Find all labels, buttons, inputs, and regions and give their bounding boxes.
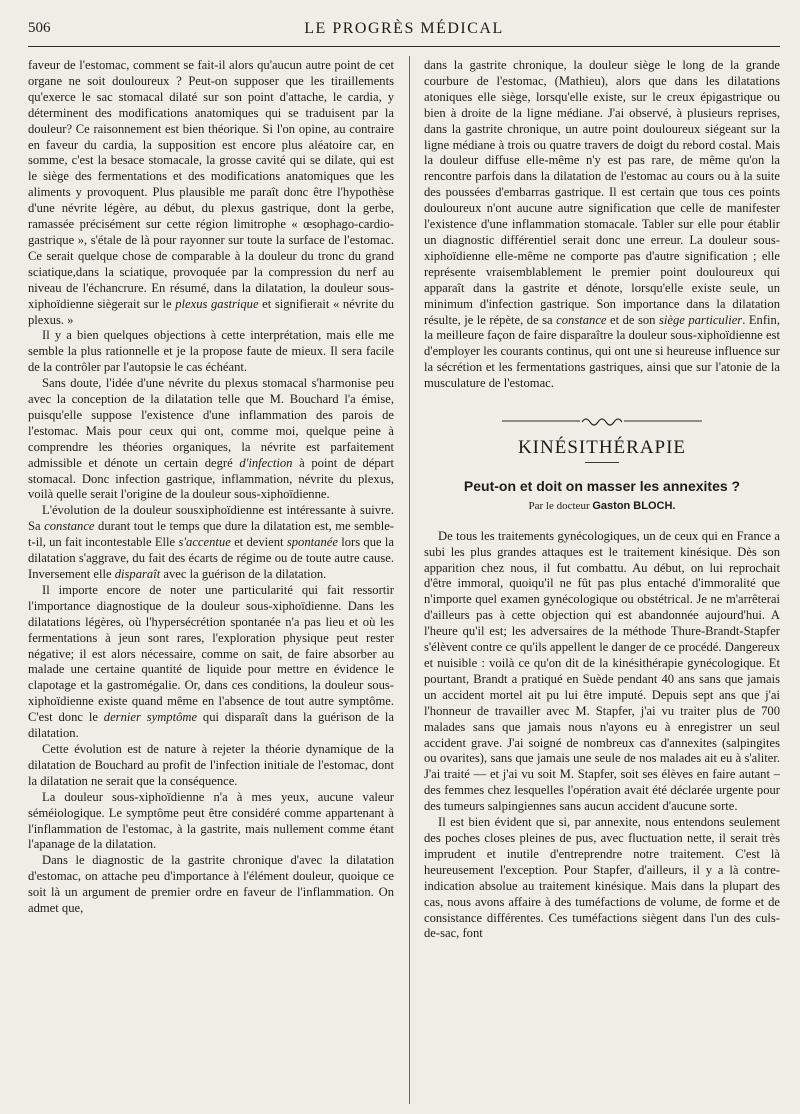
text-run: faveur de l'estomac, comment se fait-il alors qu'aucun autre point de cet organe ne soit douloureux ? Peut-on supposer que les tiraillements qu'exerce le sac stomacal dilaté sur son point d'attache, le cardia, y déterminent des modifications anatomiques qui se traduisent par la douleur? Ce raisonnement est bien théorique. Si l'on opine, au contraire en faveur du cardia, la supposition est encore plus aléatoire car, en somme, c'est la besace stomacale, la grosse cavité qui se dilate, qui est le siège des fermentations et des modifications anatomiques que les aliments y provoquent. Plus plausible me paraît donc être l'hypothèse d'une névrite légère, au début, du plexus gastrique, dont la gerbe, ramassée précisément sur cette région limitrophe « œsophago-cardio-gastrique », s'étale de là pour rayonner sur toute la surface de l'estomac. Ce serait quelque chose de comparable à la douleur du tronc du grand sciatique,dans la sciatique, provoquée par la compression du nerf au niveau de l'échancrure. En résumé, dans la dilatation, la douleur sous-xiphoïdienne siègerait sur le (28, 58, 394, 311)
page-number: 506 (28, 20, 51, 36)
author-name: Gaston BLOCH. (592, 499, 676, 512)
paragraph (28, 853, 394, 917)
italic-text: s'accentue (178, 535, 231, 550)
running-header (28, 18, 780, 42)
section-title: KINÉSITHÉRAPIE (517, 437, 687, 459)
paragraph (28, 376, 394, 503)
text-run: Il est bien évident que si, par annexite, nous entendons seulement des poches closes pleines de pus, avec fluctuation nette, il serait très imprudent et inutile d'entreprendre notre traitement. C'est là heureusement l'exception. Pour Stapfer, d'ailleurs, il y a là contre-indication absolue au traitement kinésique. Mais dans la plupart des cas, nous avons affaire à des tuméfactions de volume, de forme et de consistance différentes. Ces tuméfactions siègent dans l'un des culs-de-sac, font (424, 815, 780, 941)
right-column (424, 58, 780, 1108)
header-rule (28, 46, 780, 47)
article-title: Peut-on et doit on masser les annexites ? (463, 477, 741, 494)
italic-text: disparaît (114, 567, 161, 581)
right-column-body (424, 58, 780, 392)
paragraph (424, 58, 780, 392)
paragraph (28, 790, 394, 854)
paragraph (28, 58, 394, 328)
section-ornament (424, 416, 780, 426)
text-run: avec la guérison de la dilatation. (160, 567, 327, 581)
text-run: et de son (606, 312, 659, 327)
text-run: qui disparaît dans la guérison de la dilatation. (28, 710, 394, 741)
section-short-rule (585, 462, 619, 463)
article-byline (424, 499, 780, 515)
text-run: et devient (230, 535, 287, 550)
text-run: Il importe encore de noter une particularité qui fait ressortir l'importance diagnostique de la douleur sous-xiphoïdienne. Dans les dilatations légères, où l'hypersécrétion spontanée n'a pas lieu et où les fermentations à jeun sont rares, l'exploration physique peut rester négative; il est alors nécessaire, comme on sait, de faire absorber au malade une certaine quantité de liquide pour mettre en évidence le clapotage et la gastromégalie. Or, dans ces conditions, la douleur sous-xiphoïdienne existe quand même en l'absence de tout autre symptôme. C'est donc le (28, 582, 394, 725)
paragraph (28, 503, 394, 583)
paragraph (28, 583, 394, 742)
ornament-rule-icon (502, 416, 702, 426)
paragraph (424, 529, 780, 815)
text-run: La douleur sous-xiphoïdienne n'a à mes yeux, aucune valeur séméiologique. Le symptôme peut être considéré comme appartenant à l'inflammation de l'estomac, à la gastrite, mais nullement comme étant l'apanage de la dilatation. (28, 789, 394, 852)
italic-text: plexus gastrique (175, 296, 259, 311)
text-run: durant tout le temps que dure la dilatation est, me semble-t-il, un fait incontestable Elle (28, 519, 394, 550)
text-run: dans la gastrite chronique, la douleur siège le long de la grande courbure de l'estomac, (Mathieu), alors que dans les dilatations atoniques elle siège, lorsqu'elle existe, sur le creux épigastrique ou bien à droite de la ligne médiane. J'ai observé, à plusieurs reprises, dans la gastrite chronique, un autre point douloureux siégeant sur la ligne médiane à trois ou quatre travers de doigt du rebord costal. Mais la douleur diffuse elle-même n'y est pas rare, de même qu'on la rencontre parfois dans la dilatation de l'estomac au cours ou à la suite des poussées d'embarras gastrique. Il est certain que tous ces points douloureux n'ont aucune autre signification que celle de manifester l'existence d'une inflammation stomacale. Tabler sur elle pour établir un diagnostic différentiel serait donc une erreur. La douleur sous-xiphoïdienne elle-même ne comporte pas d'autre signification ; elle représente vraisemblablement le premier point douloureux qui apparaît dans la gastrite et dénote, lorsqu'elle existe seule, un minimum d'infection gastrique. Son importance dans la dilatation résulte, je le répète, de sa (424, 58, 780, 327)
byline-prefix: Par le docteur (528, 499, 590, 512)
italic-text: constance (44, 519, 95, 534)
text-run: Il y a bien quelques objections à cette interprétation, mais elle me semble la plus rationnelle et je la propose faute de mieux. Il sera facile de la contrôler par l'autopsie le cas échéant. (28, 328, 394, 375)
left-column (28, 58, 394, 1108)
paragraph (28, 742, 394, 790)
column-divider (409, 56, 410, 1104)
paragraph (28, 328, 394, 376)
italic-text: dernier symptôme (103, 710, 198, 725)
text-run: et signifierait « névrite du plexus. » (28, 296, 394, 327)
text-run: lors que la dilatation s'aggrave, du fait des écarts de régime ou de toute autre cause. Inversement elle (28, 535, 394, 581)
italic-text: siège particulier (658, 312, 743, 327)
text-run: De tous les traitements gynécologiques, un de ceux qui en France a subi les plus grandes attaques est le traitement kinésique. Dès son apparition chez nous, il fut combattu. Au début, on lui reprochait d'être immoral, quoiqu'il ne fût pas plus entaché d'immoralité que n'importe quel examen gynécologique ou obstétrical. Je ne m'arrêterai d'ailleurs pas à cette objection qui est abandonnée aujourd'hui. A l'heure qu'il est; les adversaires de la méthode Thure-Brandt-Stapfer s'élèvent contre ce qu'ils appellent le danger de ce procédé. Dangereux et nuisible : voilà ce qu'on dit de la kinésithérapie gynécologique. Et pourtant, Brandt a pratiqué en Suède pendant 40 ans sans que jamais un accident mortel ait pu lui être imputé. Depuis sept ans que j'ai l'honneur de travailler avec M. Stapfer, j'ai vu traiter plus de 700 malades sans que jamais nous n'ayons eu à enregistrer un seul accident grave. J'ai soigné de nombreux cas d'annexites (salpingites ou ovarites), sans que jamais une seule de nos malades ait eu à s'aliter. J'ai traité — et j'ai vu soit M. Stapfer, soit ses élèves en faire autant – des femmes chez lesquelles l'opération avait été déclarée urgente pour des tumeurs salpingiennes sans aucun accident d'aucune sorte. (424, 528, 780, 814)
text-run: à point de départ stomacal. Donc infection gastrique, inflammation, névrite du plexus, voilà quelle serait l'origine de la douleur sous-xiphoïdienne. (28, 455, 394, 502)
text-run: . Enfin, la meilleure façon de faire disparaître la douleur sous-xiphoïdienne est d'employer les courants continus, qui ont une si heureuse influence sur la sécrétion et les fermentations gastriques, ainsi que sur l'atonie de la musculature de l'estomac. (424, 312, 780, 391)
text-run: Dans le diagnostic de la gastrite chronique d'avec la dilatation d'estomac, on attache peu d'importance à l'élément douleur, quoique ce soit là un argument de premier ordre en faveur de l'inflammation. On admet que, (28, 853, 394, 916)
text-run: Cette évolution est de nature à rejeter la théorie dynamique de la dilatation de Bouchard au profit de l'infection initiale de l'estomac, dont la dilatation ne serait que la conséquence. (28, 741, 394, 788)
article-body (424, 529, 780, 943)
italic-text: d'infection (239, 455, 293, 470)
text-run: Sans doute, l'idée d'une névrite du plexus stomacal s'harmonise peu avec la conception de la dilatation telle que M. Bouchard l'a émise, puisqu'elle suppose l'existence d'une inflammation des parois de l'estomac. Mais pour ceux qui ont, comme moi, quelque peine à comprendre les théories organiques, la névrite est parfaitement admissible et dénote un certain degré (28, 376, 394, 470)
text-run: L'évolution de la douleur sousxiphoïdienne est intéressante à suivre. Sa (28, 503, 394, 534)
journal-title: LE PROGRÈS MÉDICAL (304, 20, 504, 37)
paragraph (424, 815, 780, 942)
italic-text: spontanée (286, 535, 338, 550)
italic-text: constance (556, 312, 607, 327)
